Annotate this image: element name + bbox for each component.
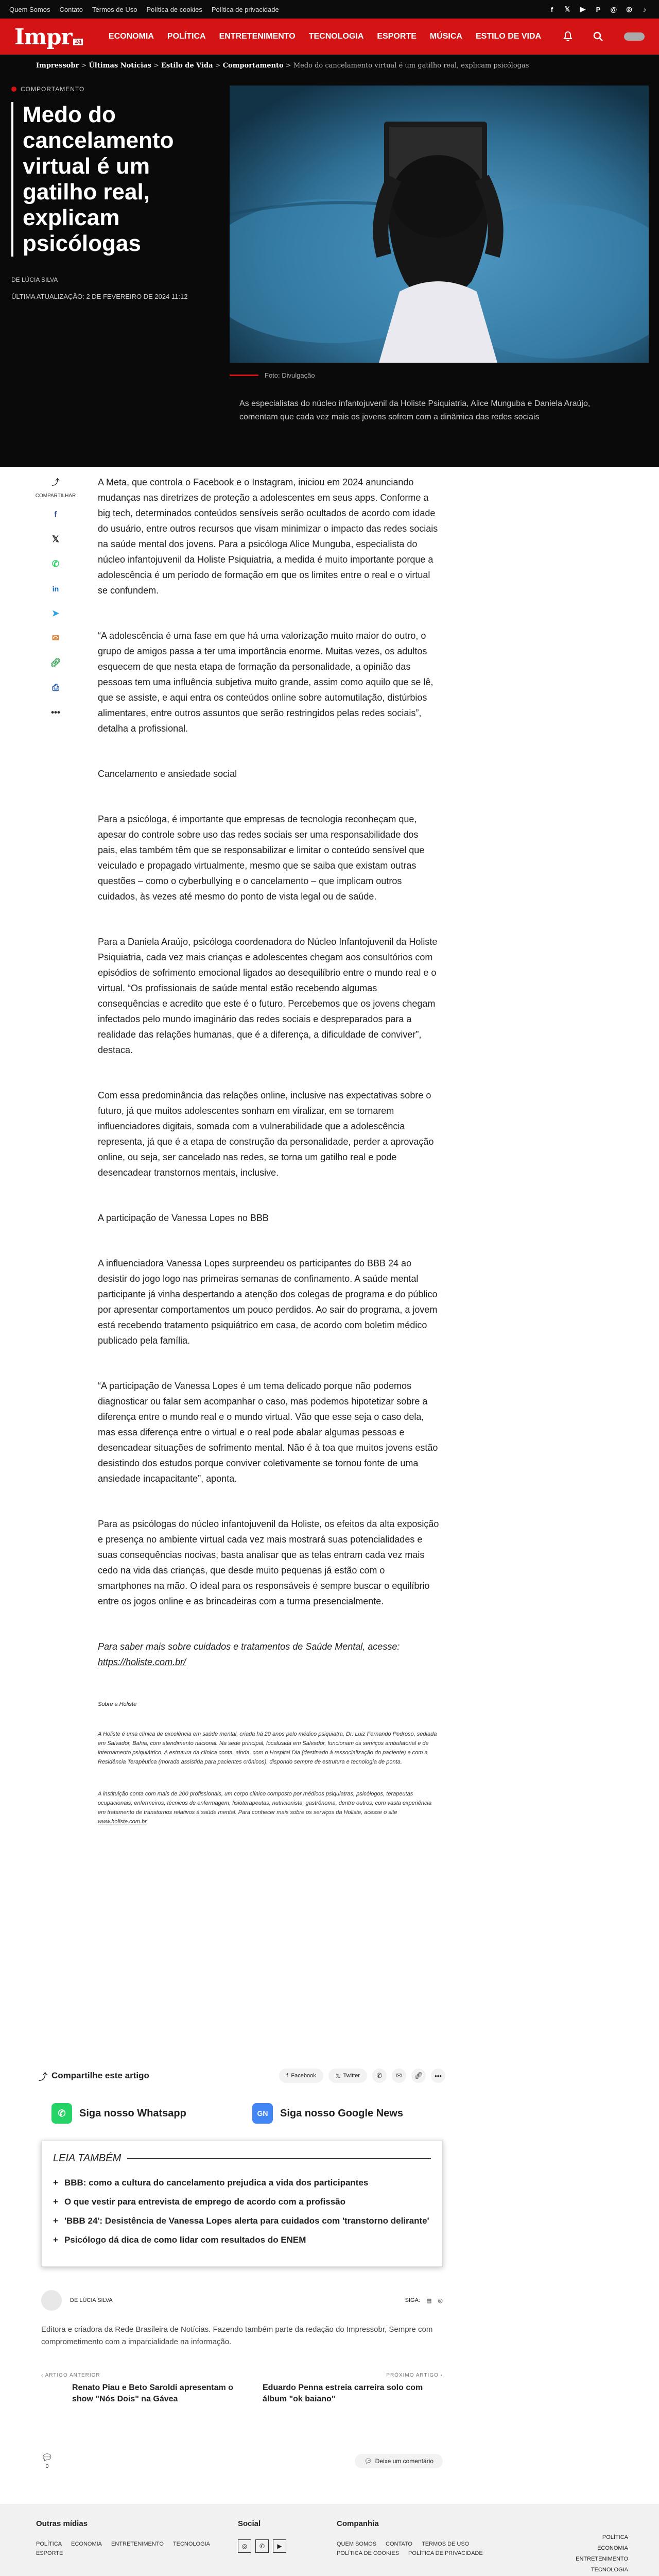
author-bio: Editora e criadora da Rede Brasileira de Notícias. Fazendo também parte da redação do Impressobr, Sempre com comprometimento com a imparcialidade na informação. xyxy=(41,2325,433,2346)
footer-empresa-title: Companhia xyxy=(337,2519,379,2528)
institutional-text: A Holiste é uma clínica de excelência em saúde mental, criada há 20 anos pelo médico psiquiatra, Dr. Luiz Fernando Pedroso, sediada em Salvador, Bahia, com atendimento nacional. Na sede principal, localizada em Salvador, funcionam os serviços ambulatorial e de internamento psiquiátrico. A estrutura da clínica conta, ainda, com o Hospital Dia (destinado à ressocialização do paciente) e com a Residência Terapêutica (morada assistida para pacientes crônicos), dispondo sempre de estrutura e tecnologia de ponta. xyxy=(98,1731,437,1765)
top-social xyxy=(547,4,650,14)
paragraph: Para a Daniela Araújo, psicóloga coordenadora do Núcleo Infantojuvenil da Holiste Psiquiatria, cada vez mais crianças e adolescentes chegam aos consultórios com episódios de sofrimento emocional ligados ao desequilíbrio entre o mundo real e o virtual. “Os profissionais de saúde mental estão recebendo algumas consequências e acredito que este é o futuro. Percebemos que os jovens chegam infectados pelo mundo imaginário das redes sociais e despreparados para a realidade das relações humanas, que é a diferença, a dificuldade de conviver”, destaca. xyxy=(98,937,438,1055)
next-label: PRÓXIMO ARTIGO › xyxy=(386,2372,443,2378)
paragraph: Com essa predominância das relações online, inclusive nas expectativas sobre o futuro, já que muitos adolescentes sonham em viralizar, em se tornarem influenciadores digitais, somada com a vulnerabilidade que a adolescência representa, já que é a etapa de construção da personalidade, perder a aprovação online, ou seja, ser cancelado nas redes, se torna um gatilho real e pode desencadear transtornos mentais, inclusive. xyxy=(98,1090,434,1178)
nav-item-esporte[interactable]: ESPORTE xyxy=(377,32,417,41)
share-twitter-label: Twitter xyxy=(343,2073,360,2079)
footer-link[interactable]: POLÍTICA xyxy=(602,2534,628,2540)
institutional-link[interactable]: www.holiste.com.br xyxy=(98,1819,147,1825)
page-title: Medo do cancelamento virtual é um gatilho real, explicam psicólogas xyxy=(23,102,174,256)
share-article-title xyxy=(39,2070,149,2082)
breadcrumb-item[interactable]: Impressobr xyxy=(36,62,79,70)
follow-whatsapp-label: Siga nosso Whatsapp xyxy=(79,2107,186,2119)
share-icon: ⤴ xyxy=(39,2072,47,2082)
whatsapp-icon[interactable]: ✆ xyxy=(255,2539,269,2553)
instagram-icon[interactable]: ◎ xyxy=(438,2297,443,2304)
logo[interactable] xyxy=(14,24,83,49)
next-title: Eduardo Penna estreia carreira solo com álbum "ok baiano" xyxy=(263,2383,423,2403)
previous-article[interactable] xyxy=(41,2372,237,2405)
footer-social-icons xyxy=(238,2539,286,2553)
paragraph: “A participação de Vanessa Lopes é um tema delicado porque não podemos diagnosticar ou falar sem acompanhar o caso, mas podemos hipotetizar sobre a diferença entre o mundo real e o mundo virtual. Vão que esse seja o caso dela, mas essa diferença entre o virtual e o real pode abalar algumas pessoas e desencadear situações de sofrimento mental. Não é à toa que muitos jovens estão desistindo dos estudos porque conviver coletivamente se tornou fonte de uma ansiedade incapacitante”, aponta. xyxy=(98,1381,438,1484)
footer-link[interactable]: TECNOLOGIA xyxy=(172,2541,211,2547)
share-email-button[interactable]: ✉ xyxy=(392,2069,406,2083)
updated-timestamp: ÚLTIMA ATUALIZAÇÃO: 2 DE FEVEREIRO DE 2024 11:12 xyxy=(11,293,188,300)
print-icon[interactable]: ⎙ xyxy=(52,683,59,692)
related-item[interactable]: + 'BBB 24': Desistência de Vanessa Lopes alerta para cuidados com 'transtorno delirante' xyxy=(53,2216,431,2226)
breadcrumb-current: Medo do cancelamento virtual é um gatilho real, explicam psicólogas xyxy=(293,62,529,70)
footer xyxy=(0,2504,659,2576)
footer-link[interactable]: ECONOMIA xyxy=(71,2541,102,2547)
share-icon[interactable]: ⤴ xyxy=(51,478,60,487)
section-heading: Cancelamento e ansiedade social xyxy=(98,769,237,779)
prev-label: ‹ ARTIGO ANTERIOR xyxy=(41,2372,100,2378)
share-more-button[interactable]: ••• xyxy=(431,2069,445,2083)
whatsapp-icon[interactable]: ✆ xyxy=(51,559,60,569)
x-icon: 𝕏 xyxy=(335,2073,340,2079)
author-name[interactable]: DE LÚCIA SILVA xyxy=(70,2297,113,2303)
nav-item-politica[interactable]: POLÍTICA xyxy=(167,32,206,41)
facebook-icon: f xyxy=(286,2073,288,2079)
nav-menu xyxy=(109,32,563,41)
linkedin-icon[interactable]: in xyxy=(52,585,59,593)
share-facebook-button[interactable] xyxy=(279,2069,323,2083)
prev-title: Renato Piau e Beto Saroldi apresentam o show "Nós Dois" na Gávea xyxy=(72,2383,233,2403)
institutional-title: Sobre a Holiste xyxy=(98,1701,137,1707)
leave-comment-button[interactable] xyxy=(355,2454,443,2468)
email-icon[interactable]: ✉ xyxy=(51,633,60,643)
article-hero xyxy=(0,55,659,467)
top-link-termos[interactable]: Termos de Uso xyxy=(92,5,137,13)
prev-label-text: ARTIGO ANTERIOR xyxy=(45,2372,100,2378)
footer-social-title: Social xyxy=(238,2519,261,2528)
paragraph: Para a psicóloga, é importante que empresas de tecnologia reconheçam que, apesar do controle sobre uso das redes sociais ser uma responsabilidade dos pais, elas também têm que se responsabilizar e limitar o conteúdo sensível que veiculado e propagado virtualmente, mesmo que se saiba que existam outras questões – como o cyberbullying e o cancelamento – que implicam outros cuidados, às vezes até mesmo do ponto de vista legal ou de saúde. xyxy=(98,814,425,902)
footer-outras xyxy=(36,2519,221,2558)
share-whatsapp-button[interactable]: ✆ xyxy=(372,2069,387,2083)
hero-photo xyxy=(230,86,649,363)
cta-link[interactable]: https://holiste.com.br/ xyxy=(98,1657,186,1667)
comment-count-value: 0 xyxy=(45,2463,49,2469)
article-lead: As especialistas do núcleo infantojuvenil da Holiste Psiquiatria, Alice Munguba e Daniela Araújo, comentam que cada vez mais os jovens sofrem com a dinâmica das redes sociais xyxy=(239,399,591,421)
follow-google-news[interactable] xyxy=(252,2103,403,2124)
theme-toggle[interactable] xyxy=(624,32,645,41)
footer-link[interactable]: POLÍTICA xyxy=(36,2541,62,2547)
share-article-bar xyxy=(39,2069,445,2083)
cta-text: Para saber mais sobre cuidados e tratamentos de Saúde Mental, acesse: xyxy=(98,1641,400,1652)
top-link-quem-somos[interactable]: Quem Somos xyxy=(9,5,50,13)
footer-empresa-links xyxy=(337,2539,486,2558)
next-article[interactable] xyxy=(247,2372,443,2405)
footer-link[interactable]: TECNOLOGIA xyxy=(591,2567,628,2573)
photo-credit-text: Foto: Divulgação xyxy=(265,371,315,379)
author-info xyxy=(41,2290,113,2311)
credit-line xyxy=(230,375,258,376)
whatsapp-icon: ✆ xyxy=(51,2103,72,2124)
share-rail xyxy=(37,476,74,722)
top-link-cookies[interactable]: Política de cookies xyxy=(146,5,202,13)
footer-link[interactable]: POLÍTICA DE PRIVACIDADE xyxy=(408,2550,483,2556)
follow-google-label: Siga nosso Google News xyxy=(280,2107,403,2119)
article-area xyxy=(0,467,659,2043)
comments-bar xyxy=(41,2452,443,2469)
main-nav xyxy=(0,19,659,55)
top-strip xyxy=(0,0,659,19)
nav-item-musica[interactable]: MÚSICA xyxy=(429,32,462,41)
logo-badge: 24 xyxy=(73,39,83,45)
follow-whatsapp[interactable] xyxy=(51,2103,186,2124)
breadcrumb-item[interactable]: Estilo de Vida xyxy=(161,62,213,70)
top-link-contato[interactable]: Contato xyxy=(59,5,83,13)
briefcase-icon[interactable]: ▤ xyxy=(426,2297,432,2304)
footer-social xyxy=(238,2519,286,2553)
footer-link[interactable]: ECONOMIA xyxy=(597,2545,628,2551)
search-icon[interactable] xyxy=(593,31,603,42)
paragraph: A influenciadora Vanessa Lopes surpreendeu os participantes do BBB 24 ao desistir do jogo logo nas primeiras semanas de confinamento. A saúde mental participante já vinha despertando a atenção dos colegas de programa e do público por apresentar comportamentos um pouco perdidos. Ao sair do programa, a jovem está recebendo tratamento psiquiátrico em casa, de acordo com boletim médico publicado pela família. xyxy=(98,1258,438,1346)
google-news-icon: GN xyxy=(252,2103,273,2124)
related-title xyxy=(53,2153,431,2164)
bell-icon[interactable] xyxy=(563,31,573,42)
paragraph: “A adolescência é uma fase em que há uma valorização muito maior do outro, o grupo de amigos passa a ter uma importância enorme. Muitas vezes, os adultos esquecem de que nesta etapa de formação da personalidade, a opinião das pessoas tem uma influência subjetiva muito grande, assim como aquilo que se lê, que se assiste, e aqui entra os conteúdos online sobre automutilação, distúrbios alimentares, entre outros assuntos que serão restringidos pelas redes sociais”, detalha a profissional. xyxy=(98,631,433,734)
logo-text: Impr xyxy=(14,24,72,49)
more-icon[interactable]: ••• xyxy=(51,707,60,717)
x-icon[interactable]: 𝕏 xyxy=(564,5,570,13)
nav-tools xyxy=(563,31,645,42)
title-wrap xyxy=(11,102,222,257)
threads-icon[interactable]: @ xyxy=(610,5,617,13)
paragraph: A Meta, que controla o Facebook e o Instagram, iniciou em 2024 anunciando mudanças nas diretrizes de proteção a adolescentes em seus apps. Conforme a big tech, determinados conteúdos sensíveis serão ocultados de acordo com idade do usuário, entre outros recursos que visam minimizar o impacto das redes sociais na saúde mental dos jovens. Para a psicóloga Alice Munguba, especialista do núcleo infantojuvenil da Holiste Psiquiatria, a medida é muito importante porque a adolescência é um período de formação em que os limites entre o real e o virtual se confundem. xyxy=(98,477,438,596)
breadcrumb-item[interactable]: Últimas Notícias xyxy=(89,62,151,70)
share-twitter-button[interactable] xyxy=(328,2069,367,2083)
x-icon[interactable]: 𝕏 xyxy=(52,534,59,544)
footer-right-links xyxy=(576,2532,628,2576)
related-item[interactable]: + Psicólogo dá dica de como lidar com resultados do ENEM xyxy=(53,2235,431,2245)
comment-icon: 💬︎ xyxy=(364,2457,372,2465)
facebook-icon[interactable]: f xyxy=(550,5,553,13)
category-dot xyxy=(11,87,16,92)
footer-link[interactable]: ESPORTE xyxy=(36,2550,63,2556)
footer-outras-links xyxy=(36,2539,221,2558)
footer-outras-title: Outras mídias xyxy=(36,2519,88,2528)
footer-link[interactable]: TERMOS DE USO xyxy=(421,2541,470,2547)
related-rule xyxy=(127,2158,431,2159)
instagram-icon[interactable]: ◎ xyxy=(626,5,632,13)
related-item[interactable]: + BBB: como a cultura do cancelamento prejudica a vida dos participantes xyxy=(53,2178,431,2188)
share-link-button[interactable]: 🔗︎ xyxy=(411,2069,426,2083)
related-list xyxy=(53,2178,431,2245)
breadcrumb: Impressobr > Últimas Notícias > Estilo de Vida > Comportamento > Medo do cancelamento virtual é um gatilho real, explicam psicólogas xyxy=(36,62,529,70)
tiktok-icon[interactable]: ♪ xyxy=(643,5,647,13)
category-label: COMPORTAMENTO xyxy=(21,86,85,93)
institutional-text-2: A instituição conta com mais de 200 profissionais, um corpo clínico composto por médicos psiquiatras, psicólogos, terapeutas ocupacionais, enfermeiros, técnicos de enfermagem, fisioterapeutas, nutricionista, gastrônoma, dentre outros, com vasta experiência em tratamento de transtornos relativos à saúde mental. Para conhecer mais sobre os serviços da Holiste, acesse o site xyxy=(98,1791,432,1816)
breadcrumb-item[interactable]: Comportamento xyxy=(222,62,284,70)
section-heading: A participação de Vanessa Lopes no BBB xyxy=(98,1213,269,1223)
youtube-icon[interactable]: ▶ xyxy=(273,2539,286,2553)
share-article-label: Compartilhe este artigo xyxy=(51,2071,149,2080)
nav-item-estilo[interactable]: ESTILO DE VIDA xyxy=(475,32,542,41)
pinterest-icon[interactable]: P xyxy=(596,5,601,13)
footer-empresa xyxy=(337,2519,486,2558)
photo-credit xyxy=(230,371,315,379)
related-item[interactable]: + O que vestir para entrevista de emprego de acordo com a profissão xyxy=(53,2197,431,2207)
share-facebook-label: Facebook xyxy=(291,2073,316,2079)
comment-icon: 💬︎ xyxy=(41,2452,53,2463)
footer-link[interactable]: ENTRETENIMENTO xyxy=(576,2556,628,2562)
author-follow xyxy=(405,2297,443,2304)
category-tag[interactable] xyxy=(11,86,222,93)
top-links xyxy=(9,6,279,13)
telegram-icon[interactable]: ➤ xyxy=(51,608,60,618)
next-label-text: PRÓXIMO ARTIGO xyxy=(386,2372,439,2378)
article-body xyxy=(98,474,440,1849)
top-link-privacidade[interactable]: Política de privacidade xyxy=(211,5,279,13)
author-follow-label: SIGA: xyxy=(405,2297,420,2303)
youtube-icon[interactable]: ▶ xyxy=(580,5,585,13)
byline[interactable]: DE LÚCIA SILVA xyxy=(11,276,58,283)
institutional-text xyxy=(98,1789,440,1826)
hero-left xyxy=(11,86,222,300)
nav-item-economia[interactable]: ECONOMIA xyxy=(108,32,154,41)
instagram-icon[interactable]: ◎ xyxy=(238,2539,251,2553)
nav-item-entretenimento[interactable]: ENTRETENIMENTO xyxy=(219,32,296,41)
paragraph: Para as psicólogas do núcleo infantojuvenil da Holiste, os efeitos da alta exposição e presença no ambiente virtual cada vez mais mostrará suas potencialidades e suas consequências nocivas, basta analisar que as telas entram cada vez mais cedo na vida das crianças, que desde muito pequenas já estão com o smartphones na mão. O ideal para os responsáveis é sempre buscar o equilíbrio entre os jogos online e as brincadeiras com a turma presencialmente. xyxy=(98,1519,439,1606)
related-title-label: LEIA TAMBÉM xyxy=(53,2153,122,2164)
facebook-icon[interactable]: f xyxy=(54,510,57,519)
footer-link[interactable]: ENTRETENIMENTO xyxy=(111,2541,164,2547)
footer-link[interactable]: CONTATO xyxy=(386,2541,412,2547)
leave-comment-label: Deixe um comentário xyxy=(375,2457,433,2465)
comment-count[interactable] xyxy=(41,2452,53,2469)
share-label: COMPARTILHAR xyxy=(35,493,76,499)
share-article-buttons xyxy=(279,2069,445,2083)
footer-link[interactable]: QUEM SOMOS xyxy=(337,2541,377,2547)
related-articles xyxy=(41,2141,443,2267)
author-row xyxy=(41,2290,443,2311)
nav-item-tecnologia[interactable]: TECNOLOGIA xyxy=(308,32,364,41)
cta-paragraph xyxy=(98,1639,440,1670)
footer-link[interactable]: POLÍTICA DE COOKIES xyxy=(337,2550,400,2556)
copy-link-icon[interactable]: 🔗︎ xyxy=(50,658,61,668)
avatar[interactable] xyxy=(41,2290,62,2311)
